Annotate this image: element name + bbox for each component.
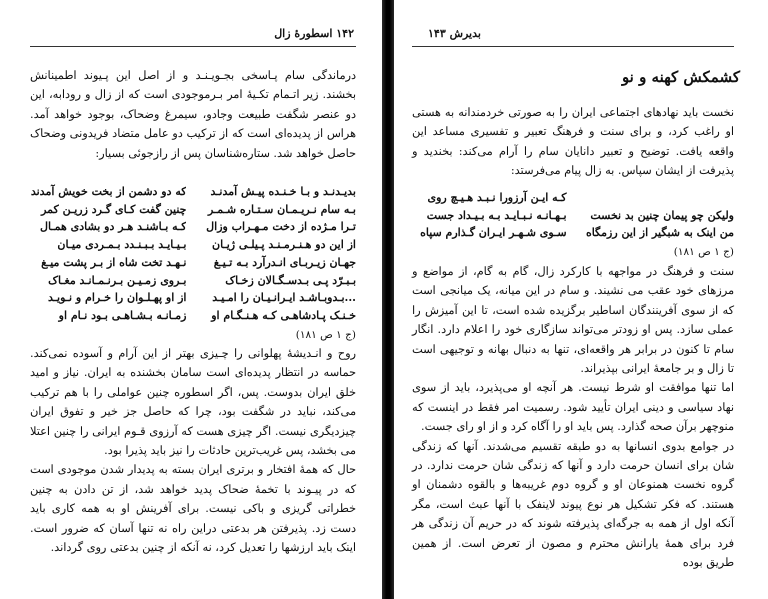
poem-verse [30, 307, 356, 325]
paragraph: اما تنها موافقت او شرط نیست. هر آنچه او می‌پذیرد، باید از سوی نهاد سیاسی و دینی ایران تأیید شود. رسمیت امر فقط در اینست که منوچهر برآن صحه گذارد. پس باید او را آگاه کرد و از او رای جست. [412, 381, 734, 434]
right-page [392, 0, 768, 599]
right-paragraph-2-body [412, 262, 734, 573]
poem-verse [30, 272, 356, 290]
left-page-header: ۱۴۲ اسطورهٔ زال [274, 27, 354, 40]
poem-hemistich: کـه بـاشنـد هـر دو بشادی همـال [40, 220, 187, 234]
right-poem [412, 189, 734, 261]
paragraph: روح و انـدیشهٔ پهلوانی را چـیزی بهتر از این آرام و آسوده نمی‌کند. حماسه در انتظار پدیده‌ای است سامان بخشنده به ایران. نیاز و امید خلق ایران بدوست. پس، اگر اسطوره چنین عواملی را با هم ترکیب می‌کند، نباید در شگفت بود، چرا که حاصل جز خیر و تفوق ایران چیزدیگری نیست. اگر چیزی هست که آرزوی قـوم ایرانی را چنین اعتلا می بخشد، پس غریب‌ترین حادثات را نیز باید پذیرا بود. [30, 347, 356, 458]
poem-rows [30, 183, 356, 325]
poem-verse [30, 289, 356, 307]
poem-verse [412, 224, 734, 242]
poem-hemistich: بـیـایـد بـبـنـدد بـمـردی میـان [57, 238, 187, 252]
poem-hemistich: سـوی شـهـر ایـران گـذارم سپاه [420, 226, 567, 240]
poem-hemistich: زمـانـه بـشـاهـی بـود نـام او [58, 308, 187, 322]
poem-citation: (ج ۱ ص ۱۸۱) [295, 328, 356, 341]
header-rule [30, 46, 356, 47]
paragraph: سنت و فرهنگ در مواجهه با کارکرد زال، گام به گام، از مواضع و مرزهای خود عقب می نشیند. و سام در این میانه، یک میانجی است که از سوی آفرینندگان اساطیر برگزیده شده است، تا این آمیزش را عملی سازد. پس او زودتر می‌تواند سازگاری خود را اعلام دارد. انگار سام تا کنون در برابر هر واقعه‌ای، تنها به دنبال بهانه و توجیهی است تا زال و بر جامعهٔ ایرانی بپذیراند. [412, 265, 734, 376]
poem-citation: (ج ۱ ص ۱۸۱) [673, 246, 734, 259]
header-rule [412, 46, 734, 47]
right-paragraph-2 [412, 262, 734, 573]
poem-verse [412, 207, 734, 225]
poem-verse [30, 183, 356, 201]
poem-verse [30, 236, 356, 254]
poem-hemistich: ...بـدوبـاشـد ایـرانـیـان را امـیـد [212, 291, 356, 305]
poem-hemistich: بـه سام نـریـمـان سـتـاره شـمـر [207, 202, 356, 216]
paragraph: در جوامع بدوی انسانها به دو طبقه تقسیم می‌شدند. آنها که زندگی شان برای انسان حرمت دارد و آنها که زندگی شان حرمت ندارد. در گروه نخست همنوعان او و گروه دوم غریبه‌ها و بالقوه دشمنان او هستند. که فکر تشکیل هر نوع پیوند لاینفک با آنها عبث است، مگر آنکه اول از همه به جرگه‌ای پذیرفته شوند که در حریم آن زندگی هر فرد برای همهٔ یارانش محترم و مصون از تعرض است. از همین طریق بوده [412, 439, 734, 570]
left-paragraph-2 [30, 344, 356, 557]
section-title: کشمکش کهنه و نو [621, 68, 740, 86]
poem-verse [30, 254, 356, 272]
right-page-header: بدیرش ۱۴۳ [428, 27, 481, 40]
poem-hemistich: من اینک به شبگیر از این رزمگاه [585, 226, 734, 240]
poem-verse [30, 201, 356, 219]
poem-hemistich: نـهـد تخت شاه از بـر پشت میـغ [41, 255, 187, 269]
poem-hemistich: جهـان زیـربـای انـدرآرد بـه تـیـغ [213, 255, 356, 269]
poem-hemistich: چنین گفت کـای گـرد زریـن کمر [41, 202, 187, 216]
poem-hemistich: بـهـانـه نـبـایـد بـه بـیـداد جست [426, 208, 567, 222]
poem-hemistich: کـه ایـن آرزورا نـبـد هـیـچ روی [427, 191, 567, 204]
poem-hemistich: بـروی زمـیـن بـرنـمـانـد مغـاک [48, 273, 187, 287]
poem-hemistich: بـبـرّد پـی بـدسـگـالان زخـاک [225, 273, 356, 287]
poem-hemistich [579, 189, 734, 207]
right-paragraph-1: نخست باید نهادهای اجتماعی ایران را به صورتی خردمندانه به هستی او راغب کرد، و برای سنت و فرهنگ تعبیر و تفسیری مساعد این واقعه یافت. توضیح و تعبیر دانایان سام را آرام می‌کند: بخندید و پذیرفت از ایشان سپاس. به زال پیام می‌فرستد: [412, 106, 734, 178]
poem-hemistich: ولیکن چو پیمان چنین بد نخست [590, 208, 734, 222]
poem-hemistich: از او پهـلـوان را خـرام و نـویـد [48, 291, 187, 305]
poem-hemistich: که دو دشمن از بخت خویش آمدند [30, 185, 187, 198]
poem-hemistich: بدیـدنـد و بـا خـنـده پیـش آمدنـد [210, 185, 356, 198]
left-paragraph-1: درماندگی سام پـاسخی بجـویـنـد و از اصل این پـیوند اطمینانش بخشند. زیر اتـمام تکـیهٔ امر بـرموجودی است که از زال و رودابه، این دو عنصر شگفت طبیعت وجادو، سیمرغ وضحاک، بوجود خواهد آمد. هراس از پدیده‌ای است که از ترکیب دو عامل متضاد فریدونی وضحاک حاصل خواهد شد. ستاره‌شناسان پس از رازجوئی بسیار: [30, 69, 356, 160]
poem-hemistich: از این دو هـنـرمـنـد پـیلـی ژیـان [212, 238, 356, 252]
poem-verse [30, 218, 356, 236]
paragraph: حال که همهٔ افتخار و برتری ایران بسته به پدیدار شدن موجودی است که در پیـوند با تخمهٔ ضحاک پدید خواهد شد، از تن دادن به چنین خطراتی گریزی و باکی نیست. برای آفرینش او به همه کاری باید دست زد. پذیرفتن هر بدعتی دراین راه نه تنها آسان که ضرور است. اینک باید ارزشها را تعدیل کرد، نه آنکه از چنین بدعتی روی گرداند. [30, 463, 356, 555]
left-poem [30, 183, 356, 344]
poem-hemistich: تـرا مـژده از دخت مـهـراب وزال [206, 220, 356, 234]
poem-verse [412, 189, 734, 207]
poem-rows [412, 189, 734, 242]
left-paragraph-2-body [30, 344, 356, 557]
poem-hemistich: خـنـک پـادشاهـی کـه هـنـگـام او [211, 308, 356, 322]
